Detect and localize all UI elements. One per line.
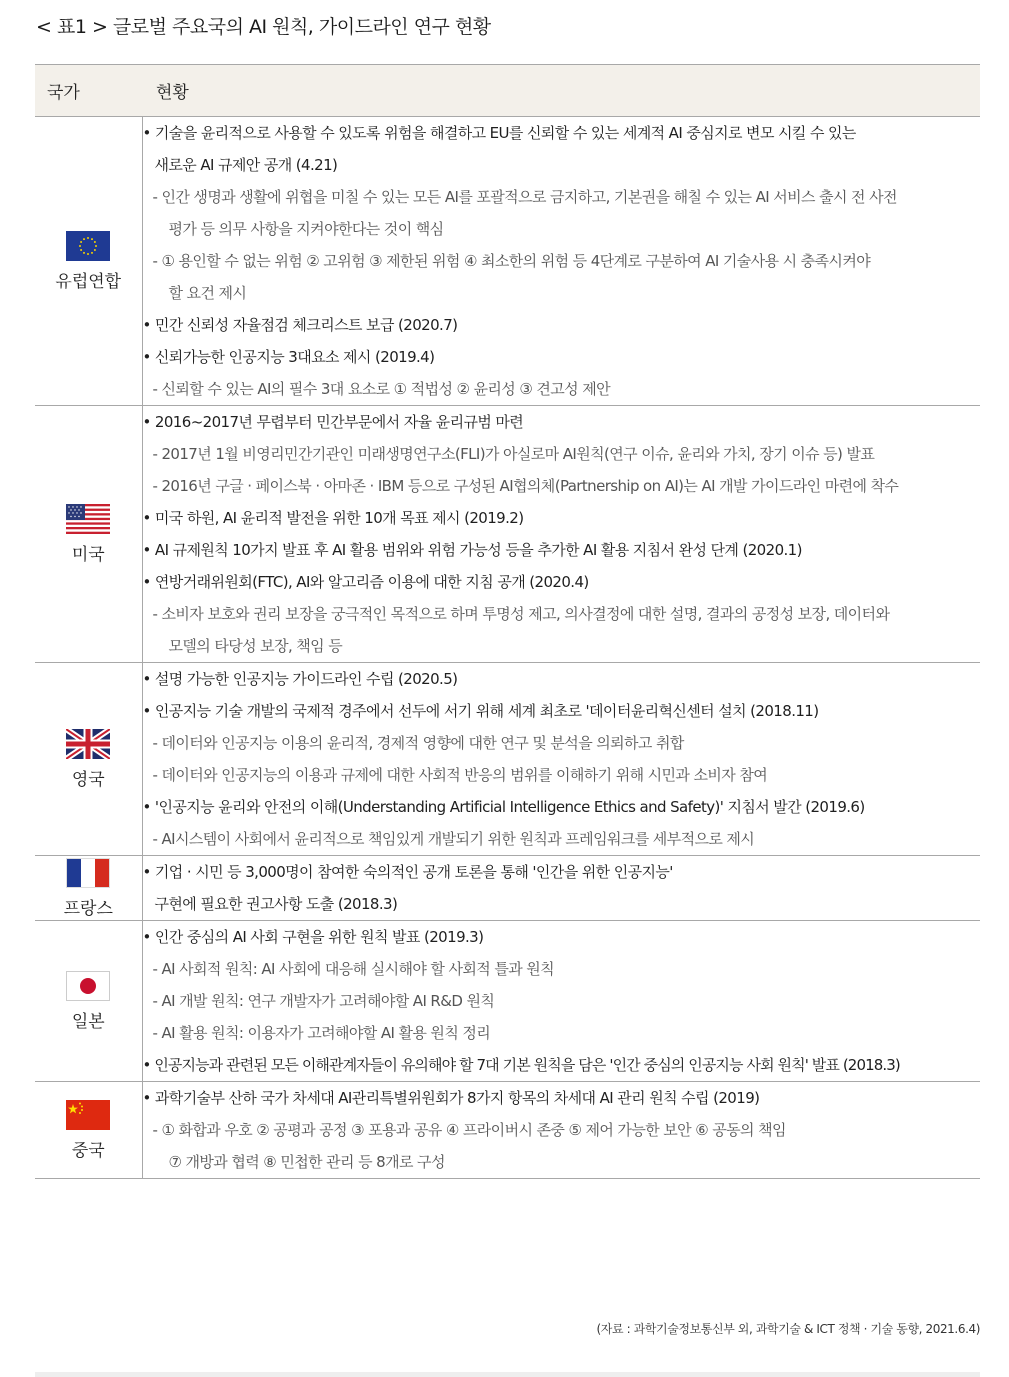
ai-policy-table bbox=[35, 64, 980, 1179]
eu-flag-icon bbox=[66, 231, 110, 261]
country-name: 중국 bbox=[71, 1140, 105, 1161]
table-row-eu bbox=[35, 117, 980, 406]
sub-continuation: ⑦ 개방과 협력 ⑧ 민첩한 관리 등 8개로 구성 bbox=[168, 1153, 445, 1171]
bullet-item: • 미국 하원, AI 윤리적 발전을 위한 10개 목표 제시 (2019.2) bbox=[142, 509, 524, 527]
sub-item: - 데이터와 인공지능 이용의 윤리적, 경제적 영향에 대한 연구 및 분석을 의뢰하고 취합 bbox=[152, 734, 684, 752]
bullet-item: • 민간 신뢰성 자율점검 체크리스트 보급 (2020.7) bbox=[142, 316, 458, 334]
table-row-us bbox=[35, 406, 980, 663]
sub-continuation: 평가 등 의무 사항을 지켜야한다는 것이 핵심 bbox=[168, 220, 444, 238]
country-cell bbox=[35, 406, 142, 663]
uk-flag-icon bbox=[66, 729, 110, 759]
bullet-item: • 인공지능 기술 개발의 국제적 경주에서 선두에 서기 위해 세계 최초로 '데이터윤리혁신센터 설치 (2018.11) bbox=[142, 702, 819, 720]
bullet-continuation: 구현에 필요한 권고사항 도출 (2018.3) bbox=[154, 895, 398, 913]
sub-item: - ① 화합과 우호 ② 공평과 공정 ③ 포용과 공유 ④ 프라이버시 존중 ⑤ 제어 가능한 보안 ⑥ 공동의 책임 bbox=[152, 1121, 786, 1139]
bullet-item: • 인간 중심의 AI 사회 구현을 위한 원칙 발표 (2019.3) bbox=[142, 928, 484, 946]
status-cell bbox=[142, 856, 980, 921]
country-name: 미국 bbox=[71, 544, 105, 565]
sub-item: - 소비자 보호와 권리 보장을 궁극적인 목적으로 하며 투명성 제고, 의사결정에 대한 설명, 결과의 공정성 보장, 데이터와 bbox=[152, 605, 890, 623]
sub-item: - 신뢰할 수 있는 AI의 필수 3대 요소로 ① 적법성 ② 윤리성 ③ 견고성 제안 bbox=[152, 380, 610, 398]
status-cell bbox=[142, 663, 980, 856]
sub-item: - 인간 생명과 생활에 위협을 미칠 수 있는 모든 AI를 포괄적으로 금지하고, 기본권을 해칠 수 있는 AI 서비스 출시 전 사전 bbox=[152, 188, 897, 206]
bullet-item: • AI 규제원칙 10가지 발표 후 AI 활용 범위와 위험 가능성 등을 추가한 AI 활용 지침서 완성 단계 (2020.1) bbox=[142, 541, 802, 559]
bullet-continuation: 새로운 AI 규제안 공개 (4.21) bbox=[154, 156, 338, 174]
sub-item: - AI시스템이 사회에서 윤리적으로 책임있게 개발되기 위한 원칙과 프레임워크를 세부적으로 제시 bbox=[152, 830, 755, 848]
bullet-item: • '인공지능 윤리와 안전의 이해(Understanding Artificial Intelligence Ethics and Safety)' 지침서 발간 (2019.6) bbox=[142, 798, 865, 816]
france-flag-icon bbox=[66, 858, 110, 888]
country-name: 프랑스 bbox=[63, 898, 113, 919]
table-header-row bbox=[35, 65, 980, 117]
sub-item: - 2017년 1월 비영리민간기관인 미래생명연구소(FLI)가 아실로마 AI원칙(연구 이슈, 윤리와 가치, 장기 이슈 등) 발표 bbox=[152, 445, 875, 463]
country-cell bbox=[35, 117, 142, 406]
bullet-item: • 기술을 윤리적으로 사용할 수 있도록 위험을 해결하고 EU를 신뢰할 수 있는 세계적 AI 중심지로 변모 시킬 수 있는 bbox=[142, 124, 856, 142]
sub-item: - 2016년 구글 · 페이스북 · 아마존 · IBM 등으로 구성된 AI협의체(Partnership on AI)는 AI 개발 가이드라인 마련에 착수 bbox=[152, 477, 899, 495]
us-flag-icon bbox=[66, 504, 110, 534]
country-name: 영국 bbox=[71, 769, 105, 790]
table-row-china bbox=[35, 1082, 980, 1179]
country-cell bbox=[35, 921, 142, 1082]
table-row-uk bbox=[35, 663, 980, 856]
bullet-item: • 연방거래위원회(FTC), AI와 알고리즘 이용에 대한 지침 공개 (2020.4) bbox=[142, 573, 589, 591]
sub-item: - ① 용인할 수 없는 위험 ② 고위험 ③ 제한된 위험 ④ 최소한의 위험 등 4단계로 구분하여 AI 기술사용 시 충족시켜야 bbox=[152, 252, 871, 270]
bullet-item: • 인공지능과 관련된 모든 이해관계자들이 유의해야 할 7대 기본 원칙을 담은 '인간 중심의 인공지능 사회 원칙' 발표 (2018.3) bbox=[142, 1056, 900, 1074]
status-cell bbox=[142, 117, 980, 406]
sub-item: - AI 사회적 원칙: AI 사회에 대응해 실시해야 할 사회적 틀과 원칙 bbox=[152, 960, 555, 978]
sub-item: - 데이터와 인공지능의 이용과 규제에 대한 사회적 반응의 범위를 이해하기 위해 시민과 소비자 참여 bbox=[152, 766, 768, 784]
sub-item: - AI 개발 원칙: 연구 개발자가 고려해야할 AI R&D 원칙 bbox=[152, 992, 495, 1010]
country-cell bbox=[35, 663, 142, 856]
status-cell bbox=[142, 406, 980, 663]
header-country: 국가 bbox=[35, 65, 142, 117]
china-flag-icon bbox=[66, 1100, 110, 1130]
bullet-item: • 2016~2017년 무렵부터 민간부문에서 자율 윤리규범 마련 bbox=[142, 413, 524, 431]
sub-continuation: 할 요건 제시 bbox=[168, 284, 247, 302]
sub-item: - AI 활용 원칙: 이용자가 고려해야할 AI 활용 원칙 정리 bbox=[152, 1024, 491, 1042]
bullet-item: • 설명 가능한 인공지능 가이드라인 수립 (2020.5) bbox=[142, 670, 458, 688]
status-cell bbox=[142, 1082, 980, 1179]
bullet-item: • 과학기술부 산하 국가 차세대 AI관리특별위원회가 8가지 항목의 차세대 AI 관리 원칙 수립 (2019) bbox=[142, 1089, 760, 1107]
bullet-item: • 신뢰가능한 인공지능 3대요소 제시 (2019.4) bbox=[142, 348, 435, 366]
table-row-france bbox=[35, 856, 980, 921]
country-cell bbox=[35, 1082, 142, 1179]
bullet-item: • 기업 · 시민 등 3,000명이 참여한 숙의적인 공개 토론을 통해 '인간을 위한 인공지능' bbox=[142, 863, 673, 881]
country-name: 일본 bbox=[71, 1011, 105, 1032]
source-note: (자료 : 과학기술정보통신부 외, 과학기술 & ICT 정책 · 기술 동향, 2021.6.4) bbox=[596, 1322, 980, 1336]
footer-divider bbox=[35, 1372, 980, 1377]
table-caption: < 표1 > 글로벌 주요국의 AI 원칙, 가이드라인 연구 현황 bbox=[36, 16, 491, 38]
country-cell bbox=[35, 856, 142, 921]
status-cell bbox=[142, 921, 980, 1082]
sub-continuation: 모델의 타당성 보장, 책임 등 bbox=[168, 637, 343, 655]
header-status: 현황 bbox=[142, 65, 980, 117]
country-name: 유럽연합 bbox=[55, 271, 122, 292]
table-row-japan bbox=[35, 921, 980, 1082]
japan-flag-icon bbox=[66, 971, 110, 1001]
